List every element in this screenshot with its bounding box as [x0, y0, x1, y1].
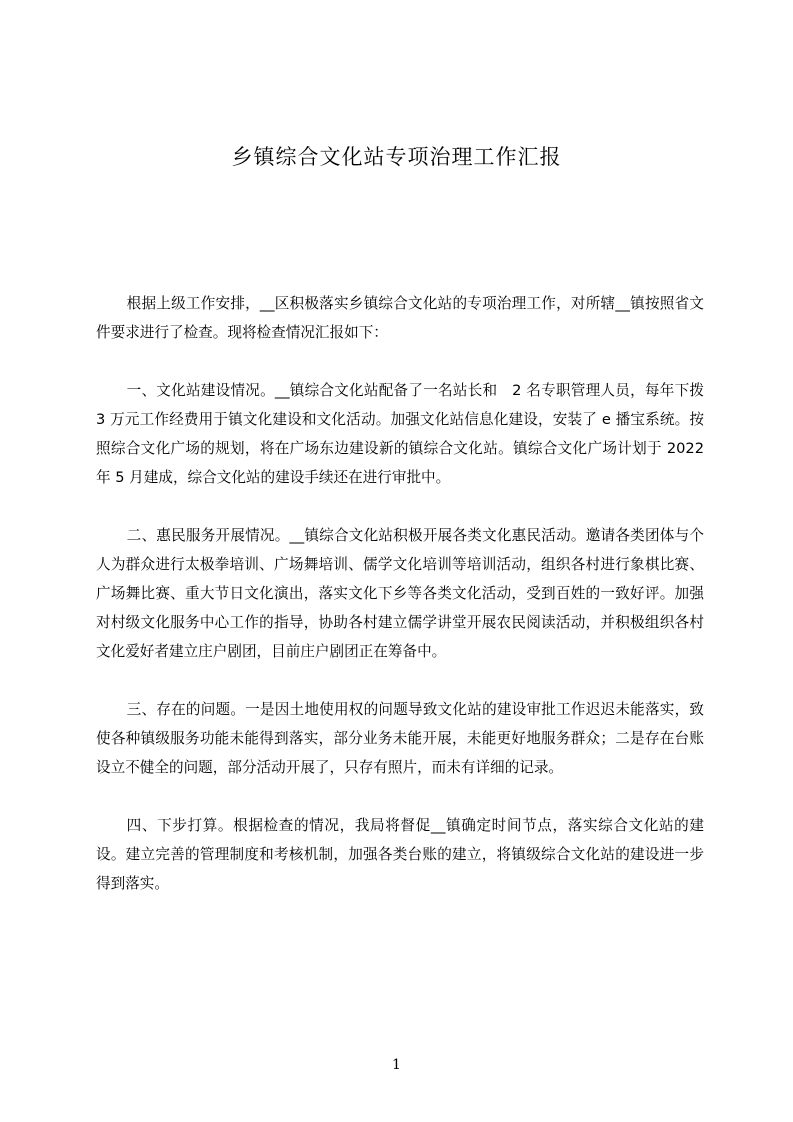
document-body	[96, 289, 704, 927]
paragraph-station-construction: 一、文化站建设情况。__镇综合文化站配备了一名站长和 2 名专职管理人员，每年下拨 3 万元工作经费用于镇文化建设和文化活动。加强文化站信息化建设，安装了 e 播宝系统。按照综合文化广场的规划，将在广场东边建设新的镇综合文化站。镇综合文化广场计划于 2022 年 5 月建成，综合文化站的建设手续还在进行审批中。	[96, 382, 704, 486]
document-title: 乡镇综合文化站专项治理工作汇报	[231, 145, 562, 169]
paragraph-next-steps: 四、下步打算。根据检查的情况，我局将督促__镇确定时间节点，落实综合文化站的建设。建立完善的管理制度和考核机制，加强各类台账的建立，将镇级综合文化站的建设进一步得到落实。	[96, 817, 704, 892]
paragraph-existing-problems: 三、存在的问题。一是因土地使用权的问题导致文化站的建设审批工作迟迟未能落实，致使各种镇级服务功能未能得到落实，部分业务未能开展，未能更好地服务群众；二是存在台账设立不健全的问题，部分活动开展了，只存有照片，而未有详细的记录。	[96, 701, 704, 776]
paragraph-public-services: 二、惠民服务开展情况。__镇综合文化站积极开展各类文化惠民活动。邀请各类团体与个人为群众进行太极拳培训、广场舞培训、儒学文化培训等培训活动，组织各村进行象棋比赛、广场舞比赛、重大节日文化演出，落实文化下乡等各类文化活动，受到百姓的一致好评。加强对村级文化服务中心工作的指导，协助各村建立儒学讲堂开展农民阅读活动，并积极组织各村文化爱好者建立庄户剧团，目前庄户剧团正在筹备中。	[96, 527, 704, 660]
paragraph-intro: 根据上级工作安排，__区积极落实乡镇综合文化站的专项治理工作，对所辖__镇按照省文件要求进行了检查。现将检查情况汇报如下：	[96, 295, 704, 341]
page-number: 1	[392, 1057, 401, 1073]
